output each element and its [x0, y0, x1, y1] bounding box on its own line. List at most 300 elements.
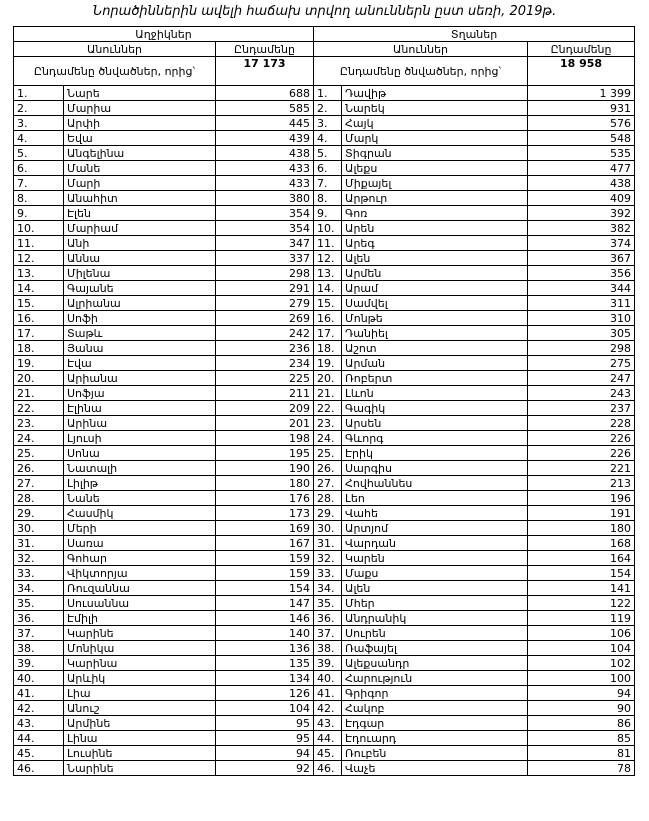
girls-rank: 32. [14, 551, 64, 566]
girls-count: 433 [216, 176, 314, 191]
page-title: Նորածիններին ավելի հաճախ տրվող անուններն ըստ սեռի, 2019թ. [92, 4, 557, 19]
table-row [14, 206, 635, 221]
girls-count: 211 [216, 386, 314, 401]
table-row [14, 476, 635, 491]
boys-count: 548 [528, 131, 635, 146]
boys-count: 535 [528, 146, 635, 161]
boys-count: 392 [528, 206, 635, 221]
table-row [14, 596, 635, 611]
girls-name: Աննա [64, 251, 216, 266]
boys-rank: 2. [314, 101, 342, 116]
boys-rank: 1. [314, 86, 342, 101]
boys-count: 237 [528, 401, 635, 416]
boys-count: 409 [528, 191, 635, 206]
boys-name: Լեո [342, 491, 528, 506]
girls-count: 198 [216, 431, 314, 446]
boys-count: 382 [528, 221, 635, 236]
boys-rank: 46. [314, 761, 342, 776]
boys-count: 78 [528, 761, 635, 776]
girls-count: 135 [216, 656, 314, 671]
boys-name: Արման [342, 356, 528, 371]
table-row [14, 716, 635, 731]
girls-count: 433 [216, 161, 314, 176]
girls-rank: 8. [14, 191, 64, 206]
girls-rank: 12. [14, 251, 64, 266]
table-row [14, 611, 635, 626]
boys-rank: 23. [314, 416, 342, 431]
boys-rank: 42. [314, 701, 342, 716]
girls-name: Նարինե [64, 761, 216, 776]
boys-count: 213 [528, 476, 635, 491]
boys-rank: 28. [314, 491, 342, 506]
girls-rank: 35. [14, 596, 64, 611]
girls-name: Անահիտ [64, 191, 216, 206]
boys-name: Մոնթե [342, 311, 528, 326]
boys-name: Դավիթ [342, 86, 528, 101]
boys-count: 141 [528, 581, 635, 596]
girls-rank: 15. [14, 296, 64, 311]
boys-name: Մհեր [342, 596, 528, 611]
girls-rank: 29. [14, 506, 64, 521]
names-table [13, 26, 635, 776]
boys-count: 438 [528, 176, 635, 191]
girls-count: 234 [216, 356, 314, 371]
table-row [14, 701, 635, 716]
girls-count: 347 [216, 236, 314, 251]
girls-count: 201 [216, 416, 314, 431]
girls-name: Մոնիկա [64, 641, 216, 656]
boys-rank: 14. [314, 281, 342, 296]
boys-name: Հայկ [342, 116, 528, 131]
boys-name: Արսեն [342, 416, 528, 431]
boys-name: Էդուարդ [342, 731, 528, 746]
table-row [14, 401, 635, 416]
table-row [14, 356, 635, 371]
boys-count: 94 [528, 686, 635, 701]
boys-count: 221 [528, 461, 635, 476]
girls-rank: 26. [14, 461, 64, 476]
girls-count: 438 [216, 146, 314, 161]
boys-count: 298 [528, 341, 635, 356]
boys-count: 1 399 [528, 86, 635, 101]
boys-count: 90 [528, 701, 635, 716]
girls-count: 445 [216, 116, 314, 131]
table-row [14, 656, 635, 671]
boys-rank: 9. [314, 206, 342, 221]
girls-rank: 39. [14, 656, 64, 671]
girls-count: 136 [216, 641, 314, 656]
boys-name: Արեգ [342, 236, 528, 251]
girls-count: 279 [216, 296, 314, 311]
table-row [14, 566, 635, 581]
table-row [14, 176, 635, 191]
boys-name: Լևոն [342, 386, 528, 401]
boys-rank: 38. [314, 641, 342, 656]
girls-rank: 9. [14, 206, 64, 221]
boys-rank: 3. [314, 116, 342, 131]
boys-count: 196 [528, 491, 635, 506]
girls-rank: 21. [14, 386, 64, 401]
boys-rank: 21. [314, 386, 342, 401]
girls-name: Անուշ [64, 701, 216, 716]
boys-count: 344 [528, 281, 635, 296]
boys-name: Նարեկ [342, 101, 528, 116]
girls-rank: 16. [14, 311, 64, 326]
girls-rank: 18. [14, 341, 64, 356]
girls-count: 92 [216, 761, 314, 776]
girls-count: 269 [216, 311, 314, 326]
girls-rank: 43. [14, 716, 64, 731]
boys-name: Ռոբերտ [342, 371, 528, 386]
girls-count: 159 [216, 566, 314, 581]
girls-name: Մարի [64, 176, 216, 191]
girls-rank: 4. [14, 131, 64, 146]
girls-count: 95 [216, 731, 314, 746]
boys-name: Հարություն [342, 671, 528, 686]
names-table-body [14, 86, 635, 776]
girls-count: 236 [216, 341, 314, 356]
boys-rank: 18. [314, 341, 342, 356]
table-row [14, 536, 635, 551]
girls-count: 354 [216, 206, 314, 221]
girls-rank: 14. [14, 281, 64, 296]
boys-total-label: Ընդամենը ծնվածներ, որից՝ [314, 57, 528, 86]
boys-count: 191 [528, 506, 635, 521]
girls-rank: 10. [14, 221, 64, 236]
girls-rank: 13. [14, 266, 64, 281]
boys-total-col-header: Ընդամենը [528, 42, 635, 57]
girls-rank: 22. [14, 401, 64, 416]
boys-count: 226 [528, 431, 635, 446]
girls-rank: 37. [14, 626, 64, 641]
boys-count: 86 [528, 716, 635, 731]
girls-rank: 17. [14, 326, 64, 341]
boys-count: 310 [528, 311, 635, 326]
table-row [14, 446, 635, 461]
boys-name: Ալեն [342, 581, 528, 596]
girls-name: Անգելինա [64, 146, 216, 161]
table-row [14, 281, 635, 296]
girls-rank: 20. [14, 371, 64, 386]
girls-count: 173 [216, 506, 314, 521]
boys-rank: 27. [314, 476, 342, 491]
girls-name: Մարիամ [64, 221, 216, 236]
table-row [14, 266, 635, 281]
girls-name: Միլենա [64, 266, 216, 281]
girls-name: Ռուզաննա [64, 581, 216, 596]
girls-count: 159 [216, 551, 314, 566]
boys-names-col-header: Անուններ [314, 42, 528, 57]
boys-name: Վաչե [342, 761, 528, 776]
boys-count: 228 [528, 416, 635, 431]
boys-name: Դանիել [342, 326, 528, 341]
girls-count: 167 [216, 536, 314, 551]
girls-count: 242 [216, 326, 314, 341]
boys-name: Արմեն [342, 266, 528, 281]
girls-name: Էմիլի [64, 611, 216, 626]
girls-rank: 30. [14, 521, 64, 536]
boys-rank: 30. [314, 521, 342, 536]
boys-rank: 11. [314, 236, 342, 251]
table-row [14, 101, 635, 116]
girls-name: Էվա [64, 356, 216, 371]
boys-rank: 37. [314, 626, 342, 641]
boys-count: 81 [528, 746, 635, 761]
table-row [14, 191, 635, 206]
girls-count: 95 [216, 716, 314, 731]
girls-count: 585 [216, 101, 314, 116]
boys-name: Ալեն [342, 251, 528, 266]
table-row [14, 116, 635, 131]
girls-rank: 40. [14, 671, 64, 686]
boys-total-value: 18 958 [528, 57, 635, 86]
table-row [14, 416, 635, 431]
girls-name: Արիանա [64, 371, 216, 386]
boys-count: 477 [528, 161, 635, 176]
boys-count: 374 [528, 236, 635, 251]
girls-count: 190 [216, 461, 314, 476]
girls-name: Լիա [64, 686, 216, 701]
boys-name: Մաքս [342, 566, 528, 581]
boys-count: 168 [528, 536, 635, 551]
girls-count: 225 [216, 371, 314, 386]
table-row [14, 521, 635, 536]
boys-name: Էրիկ [342, 446, 528, 461]
boys-name: Սամվել [342, 296, 528, 311]
girls-name: Նանե [64, 491, 216, 506]
boys-count: 247 [528, 371, 635, 386]
table-row [14, 131, 635, 146]
boys-header: Տղաներ [314, 27, 635, 42]
table-row [14, 671, 635, 686]
table-row [14, 146, 635, 161]
boys-count: 164 [528, 551, 635, 566]
girls-rank: 24. [14, 431, 64, 446]
boys-rank: 36. [314, 611, 342, 626]
boys-rank: 45. [314, 746, 342, 761]
table-row [14, 341, 635, 356]
girls-rank: 1. [14, 86, 64, 101]
girls-rank: 5. [14, 146, 64, 161]
girls-count: 94 [216, 746, 314, 761]
boys-rank: 15. [314, 296, 342, 311]
girls-rank: 36. [14, 611, 64, 626]
girls-count: 104 [216, 701, 314, 716]
table-row [14, 386, 635, 401]
girls-name: Ալրիանա [64, 296, 216, 311]
girls-name: Կարինե [64, 626, 216, 641]
girls-count: 195 [216, 446, 314, 461]
table-row [14, 311, 635, 326]
boys-count: 100 [528, 671, 635, 686]
boys-count: 154 [528, 566, 635, 581]
boys-rank: 13. [314, 266, 342, 281]
girls-name: Մերի [64, 521, 216, 536]
boys-rank: 4. [314, 131, 342, 146]
table-row [14, 731, 635, 746]
girls-count: 140 [216, 626, 314, 641]
boys-rank: 44. [314, 731, 342, 746]
table-row [14, 371, 635, 386]
boys-name: Արտյոմ [342, 521, 528, 536]
boys-count: 102 [528, 656, 635, 671]
boys-rank: 10. [314, 221, 342, 236]
girls-count: 209 [216, 401, 314, 416]
boys-rank: 5. [314, 146, 342, 161]
girls-name: Կարինա [64, 656, 216, 671]
girls-name: Գոհար [64, 551, 216, 566]
boys-rank: 25. [314, 446, 342, 461]
boys-count: 226 [528, 446, 635, 461]
boys-count: 931 [528, 101, 635, 116]
girls-name: Սոնա [64, 446, 216, 461]
girls-name: Արևիկ [64, 671, 216, 686]
boys-name: Գրիգոր [342, 686, 528, 701]
girls-count: 154 [216, 581, 314, 596]
boys-rank: 8. [314, 191, 342, 206]
table-row [14, 86, 635, 101]
girls-count: 134 [216, 671, 314, 686]
table-row [14, 221, 635, 236]
boys-rank: 39. [314, 656, 342, 671]
boys-name: Գագիկ [342, 401, 528, 416]
boys-count: 311 [528, 296, 635, 311]
boys-count: 106 [528, 626, 635, 641]
boys-name: Սարգիս [342, 461, 528, 476]
boys-rank: 31. [314, 536, 342, 551]
boys-count: 356 [528, 266, 635, 281]
girls-names-col-header: Անուններ [14, 42, 216, 57]
girls-name: Մարիա [64, 101, 216, 116]
girls-rank: 38. [14, 641, 64, 656]
girls-name: Արինա [64, 416, 216, 431]
boys-rank: 19. [314, 356, 342, 371]
girls-rank: 33. [14, 566, 64, 581]
boys-name: Տիգրան [342, 146, 528, 161]
boys-name: Արեն [342, 221, 528, 236]
girls-rank: 25. [14, 446, 64, 461]
boys-name: Կարեն [342, 551, 528, 566]
boys-rank: 26. [314, 461, 342, 476]
boys-name: Սուրեն [342, 626, 528, 641]
girls-name: Գայանե [64, 281, 216, 296]
boys-count: 243 [528, 386, 635, 401]
girls-total-value: 17 173 [216, 57, 314, 86]
girls-name: Էլինա [64, 401, 216, 416]
boys-name: Հովհաննես [342, 476, 528, 491]
boys-name: Գևորգ [342, 431, 528, 446]
table-row [14, 581, 635, 596]
boys-count: 119 [528, 611, 635, 626]
boys-name: Ռուբեն [342, 746, 528, 761]
table-row [14, 431, 635, 446]
girls-name: Լինա [64, 731, 216, 746]
girls-count: 291 [216, 281, 314, 296]
girls-name: Սոֆյա [64, 386, 216, 401]
table-row [14, 236, 635, 251]
boys-count: 104 [528, 641, 635, 656]
girls-name: Սուսաննա [64, 596, 216, 611]
boys-rank: 7. [314, 176, 342, 191]
girls-rank: 46. [14, 761, 64, 776]
girls-count: 298 [216, 266, 314, 281]
girls-count: 176 [216, 491, 314, 506]
girls-count: 688 [216, 86, 314, 101]
table-row [14, 161, 635, 176]
girls-name: Յանա [64, 341, 216, 356]
table-row [14, 626, 635, 641]
girls-count: 380 [216, 191, 314, 206]
table-row [14, 746, 635, 761]
girls-rank: 11. [14, 236, 64, 251]
girls-rank: 6. [14, 161, 64, 176]
girls-rank: 2. [14, 101, 64, 116]
table-row [14, 251, 635, 266]
boys-count: 180 [528, 521, 635, 536]
girls-rank: 23. [14, 416, 64, 431]
boys-rank: 29. [314, 506, 342, 521]
boys-rank: 34. [314, 581, 342, 596]
girls-count: 180 [216, 476, 314, 491]
table-row [14, 326, 635, 341]
boys-name: Մարկ [342, 131, 528, 146]
boys-name: Վարդան [342, 536, 528, 551]
girls-name: Տաթև [64, 326, 216, 341]
boys-name: Արամ [342, 281, 528, 296]
girls-count: 337 [216, 251, 314, 266]
boys-rank: 41. [314, 686, 342, 701]
girls-name: Վիկտորյա [64, 566, 216, 581]
girls-count: 354 [216, 221, 314, 236]
girls-count: 126 [216, 686, 314, 701]
table-row [14, 491, 635, 506]
boys-name: Գոռ [342, 206, 528, 221]
boys-name: Ալեքսանդր [342, 656, 528, 671]
table-row [14, 461, 635, 476]
boys-count: 367 [528, 251, 635, 266]
girls-name: Արփի [64, 116, 216, 131]
girls-rank: 27. [14, 476, 64, 491]
boys-rank: 24. [314, 431, 342, 446]
girls-name: Արմինե [64, 716, 216, 731]
girls-count: 439 [216, 131, 314, 146]
boys-name: Հակոբ [342, 701, 528, 716]
boys-rank: 20. [314, 371, 342, 386]
girls-name: Մանե [64, 161, 216, 176]
boys-count: 275 [528, 356, 635, 371]
boys-name: Արթուր [342, 191, 528, 206]
table-row [14, 506, 635, 521]
boys-name: Ալեքս [342, 161, 528, 176]
boys-count: 305 [528, 326, 635, 341]
boys-rank: 33. [314, 566, 342, 581]
boys-name: Էդգար [342, 716, 528, 731]
boys-rank: 6. [314, 161, 342, 176]
girls-rank: 45. [14, 746, 64, 761]
boys-rank: 40. [314, 671, 342, 686]
boys-rank: 43. [314, 716, 342, 731]
boys-rank: 22. [314, 401, 342, 416]
girls-name: Լյուսի [64, 431, 216, 446]
girls-name: Էլեն [64, 206, 216, 221]
table-row [14, 296, 635, 311]
boys-count: 122 [528, 596, 635, 611]
girls-rank: 44. [14, 731, 64, 746]
boys-rank: 17. [314, 326, 342, 341]
table-row [14, 641, 635, 656]
boys-rank: 16. [314, 311, 342, 326]
boys-name: Միքայել [342, 176, 528, 191]
